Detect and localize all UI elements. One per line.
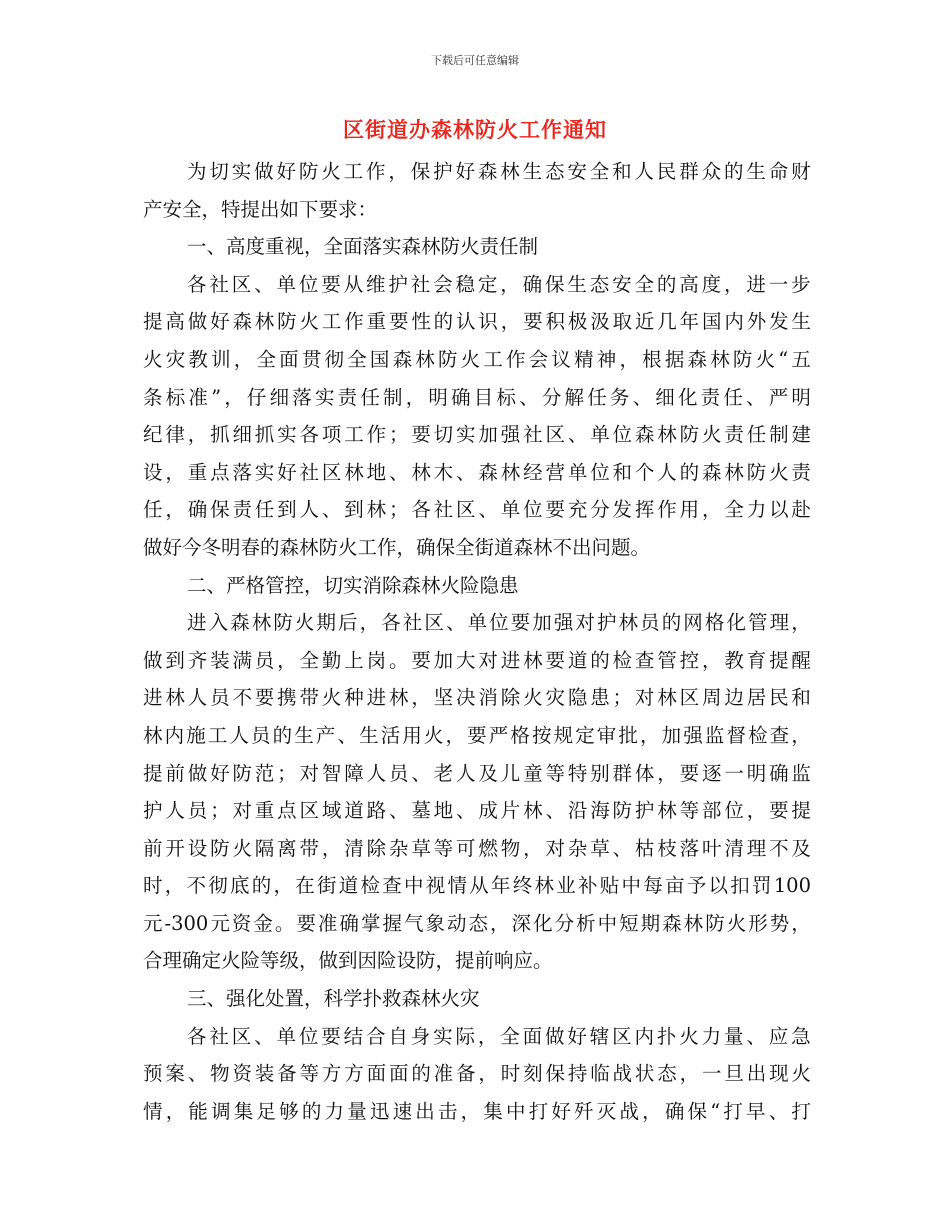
- text-line: 火 灾 教 训 ， 全 面 贯 彻 全 国 森 林 防 火 工 作 会 议 精 神 ， 根 据 森 林 防 火 “ 五: [143, 347, 811, 371]
- text-line: 二、严格管控，切实消除森林火险隐患: [187, 573, 519, 597]
- text-line: 做好今冬明春的森林防火工作，确保全街道森林不出问题。: [143, 535, 651, 559]
- text-line: 各 社 区 、 单 位 要 从 维 护 社 会 稳 定 ， 确 保 生 态 安 全 的 高 度 ， 进 一 步: [187, 272, 811, 296]
- text-line: 条 标 准 ” ， 仔 细 落 实 责 任 制 ， 明 确 目 标 、 分 解 任 务 、 细 化 责 任 、 严 明: [143, 385, 811, 409]
- text-line: 提 高 做 好 森 林 防 火 工 作 重 要 性 的 认 识 ， 要 积 极 汲 取 近 几 年 国 内 外 发 生: [143, 310, 811, 334]
- text-line: 纪 律 ， 抓 细 抓 实 各 项 工 作 ； 要 切 实 加 强 社 区 、 单 位 森 林 防 火 责 任 制 建: [143, 423, 811, 447]
- text-line: 一、高度重视，全面落实森林防火责任制: [187, 235, 539, 259]
- text-line: 做 到 齐 装 满 员 ， 全 勤 上 岗 。 要 加 大 对 进 林 要 道 的 检 查 管 控 ， 教 育 提 醒: [143, 648, 811, 672]
- text-line: 进 林 人 员 不 要 携 带 火 种 进 林 ， 坚 决 消 除 火 灾 隐 患 ； 对 林 区 周 边 居 民 和: [143, 686, 811, 710]
- header-note: 下载后可任意编辑: [431, 54, 519, 67]
- text-line: 提 前 做 好 防 范 ； 对 智 障 人 员 、 老 人 及 儿 童 等 特 别 群 体 ， 要 逐 一 明 确 监: [143, 761, 811, 785]
- text-line: 产安全，特提出如下要求：: [143, 197, 378, 221]
- text-line: 前 开 设 防 火 隔 离 带 ， 清 除 杂 草 等 可 燃 物 ， 对 杂 草 、 枯 枝 落 叶 清 理 不 及: [143, 836, 811, 860]
- text-line: 各 社 区 、 单 位 要 结 合 自 身 实 际 ， 全 面 做 好 辖 区 内 扑 火 力 量 、 应 急: [187, 1024, 811, 1048]
- text-line: 时 ， 不 彻 底 的 ， 在 街 道 检 查 中 视 情 从 年 终 林 业 补 贴 中 每 亩 予 以 扣 罚 100: [143, 874, 811, 898]
- document-body: [143, 153, 811, 1130]
- text-line: 进 入 森 林 防 火 期 后 ， 各 社 区 、 单 位 要 加 强 对 护 林 员 的 网 格 化 管 理 ，: [187, 611, 811, 635]
- text-line: 护 人 员 ； 对 重 点 区 域 道 路 、 墓 地 、 成 片 林 、 沿 海 防 护 林 等 部 位 ， 要 提: [143, 799, 811, 823]
- text-line: 三、强化处置，科学扑救森林火灾: [187, 987, 480, 1011]
- text-line: 情 ， 能 调 集 足 够 的 力 量 迅 速 出 击 ， 集 中 打 好 歼 灭 战 ， 确 保 “ 打 早 、 打: [143, 1099, 811, 1123]
- text-line: 任 ， 确 保 责 任 到 人 、 到 林 ； 各 社 区 、 单 位 要 充 分 发 挥 作 用 ， 全 力 以 赴: [143, 498, 811, 522]
- text-line: 预 案 、 物 资 装 备 等 方 方 面 面 的 准 备 ， 时 刻 保 持 临 战 状 态 ， 一 旦 出 现 火: [143, 1062, 811, 1086]
- text-line: 为 切 实 做 好 防 火 工 作 ， 保 护 好 森 林 生 态 安 全 和 人 民 群 众 的 生 命 财: [187, 160, 811, 183]
- document-title: 区街道办森林防火工作通知: [343, 118, 607, 142]
- text-line: 设 ， 重 点 落 实 好 社 区 林 地 、 林 木 、 森 林 经 营 单 位 和 个 人 的 森 林 防 火 责: [143, 460, 811, 484]
- text-line: 林 内 施 工 人 员 的 生 产 、 生 活 用 火 ， 要 严 格 按 规 定 审 批 ， 加 强 监 督 检 查 ，: [143, 723, 811, 747]
- text-line: 合理确定火险等级，做到因险设防，提前响应。: [143, 949, 553, 973]
- text-line: 元 -300 元 资 金 。 要 准 确 掌 握 气 象 动 态 ， 深 化 分 析 中 短 期 森 林 防 火 形 势 ，: [143, 911, 811, 935]
